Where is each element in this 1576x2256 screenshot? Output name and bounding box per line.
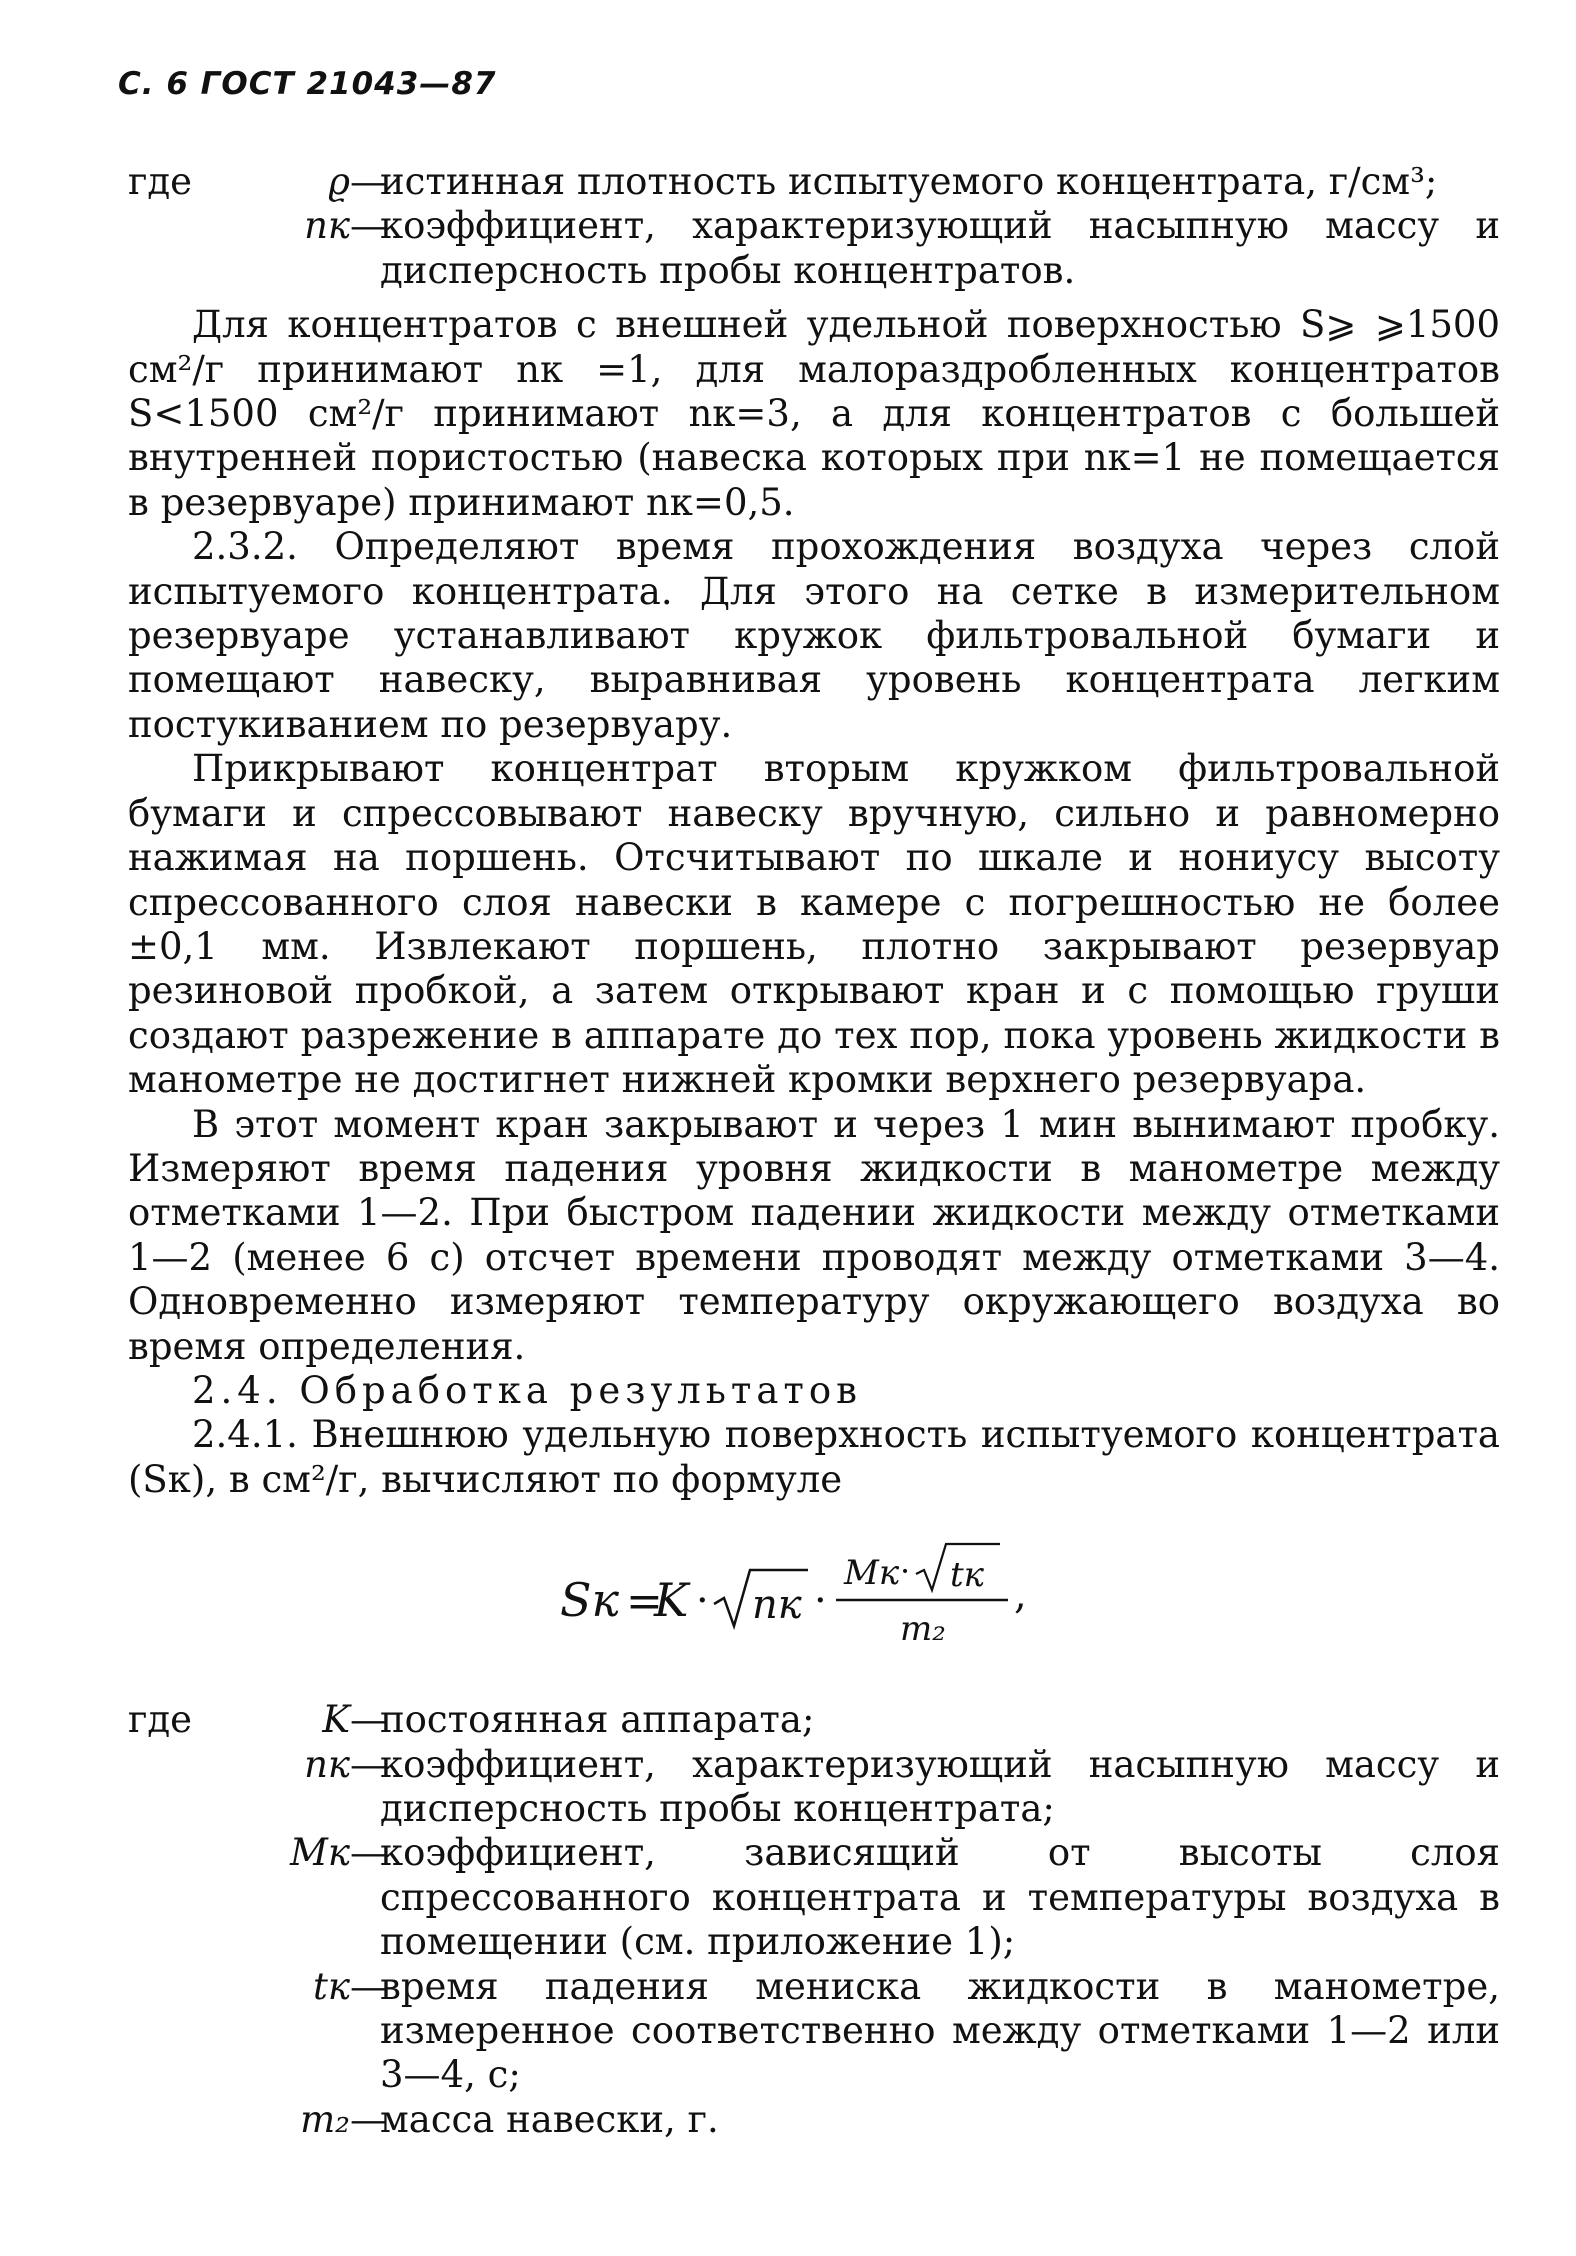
formula-dot-1: · bbox=[696, 1578, 709, 1625]
where-label: где bbox=[128, 160, 193, 203]
definition-dash: — bbox=[350, 204, 387, 248]
formula-dot-3: · bbox=[900, 1552, 911, 1591]
where-spacer bbox=[128, 1831, 238, 1964]
definition-row bbox=[128, 1698, 1500, 1742]
definition-text: время падения мениска жидкости в манометре, измеренное соответственно между отметками 1—2 или 3—4, с; bbox=[380, 1964, 1500, 2097]
formula-numerator-t: tк bbox=[950, 1555, 984, 1596]
definition-row bbox=[128, 1965, 1500, 2098]
formula-comma: , bbox=[1014, 1572, 1027, 1619]
definition-row bbox=[128, 160, 1500, 204]
definition-dash: — bbox=[350, 1742, 387, 1786]
definition-symbol: nк bbox=[304, 204, 350, 248]
formula-denominator: m₂ bbox=[900, 1609, 946, 1650]
definition-text: коэффициент, характеризующий насыпную массу и дисперсность пробы концентратов. bbox=[380, 204, 1500, 292]
definition-text: истинная плотность испытуемого концентрата, г/см³; bbox=[380, 160, 1438, 203]
document-body bbox=[128, 160, 1500, 2142]
definition-symbol: tк bbox=[313, 1964, 350, 2008]
paragraph: В этот момент кран закрывают и через 1 мин вынимают пробку. Измеряют время падения уровня жидкости в манометре между отметками 1—2. При быстром падении жидкости между отметками 1—2 (менее 6 с) отсчет времени проводят между отметками 3—4. Одновременно измеряют температуру окружающего воздуха во время определения. bbox=[128, 1102, 1500, 1368]
definition-text: постоянная аппарата; bbox=[380, 1698, 815, 1742]
definition-row bbox=[128, 2098, 1500, 2142]
definition-row bbox=[128, 1831, 1500, 1964]
definition-symbol: Mк bbox=[290, 1831, 350, 1875]
page-header: С. 6 ГОСТ 21043—87 bbox=[118, 66, 497, 102]
formula-dot-2: · bbox=[814, 1578, 827, 1625]
paragraph: 2.3.2. Определяют время прохождения воздуха через слой испытуемого концентрата. Для этого на сетке в измерительном резервуаре устанавливают кружок фильтровальной бумаги и помещают навеску, выравнивая уровень концентрата легким постукиванием по резервуару. bbox=[128, 525, 1500, 746]
definition-symbol: m₂ bbox=[300, 2097, 350, 2141]
definition-dash: — bbox=[350, 160, 387, 203]
formula-k: K bbox=[654, 1573, 689, 1628]
formula-numerator-m: Mк bbox=[844, 1553, 900, 1594]
section-heading: 2.4. Обработка результатов bbox=[192, 1368, 862, 1412]
where-spacer bbox=[128, 204, 246, 293]
formula-sqrt-n: nк bbox=[752, 1582, 802, 1629]
definition-symbol: K bbox=[322, 1698, 350, 1742]
formula-lhs: Sк bbox=[560, 1573, 619, 1628]
definition-text: коэффициент, характеризующий насыпную массу и дисперсность пробы концентрата; bbox=[380, 1742, 1500, 1830]
definition-symbol: nк bbox=[304, 1742, 350, 1786]
where-label: где bbox=[128, 1698, 193, 1742]
definition-dash: — bbox=[350, 1831, 387, 1875]
formula bbox=[128, 1530, 1500, 1686]
formula-equals: = bbox=[626, 1576, 663, 1628]
definition-row bbox=[128, 1743, 1500, 1832]
formula-graphic bbox=[128, 1530, 1500, 1686]
definition-text: коэффициент, зависящий от высоты слоя спрессованного концентрата и температуры воздуха в помещении (см. приложение 1); bbox=[380, 1831, 1500, 1964]
definition-text: масса навески, г. bbox=[380, 2097, 719, 2141]
paragraph: Прикрывают концентрат вторым кружком фильтровальной бумаги и спрессовывают навеску вручную, сильно и равномерно нажимая на поршень. Отсчитывают по шкале и нониусу высоту спрессованного слоя навески в камере с погрешностью не более ±0,1 мм. Извлекают поршень, плотно закрывают резервуар резиновой пробкой, а затем открывают кран и с помощью груши создают разрежение в аппарате до тех пор, пока уровень жидкости в манометре не достигнет нижней кромки верхнего резервуара. bbox=[128, 747, 1500, 1102]
definition-dash: — bbox=[350, 1964, 387, 2008]
definition-symbol: ϱ bbox=[328, 160, 350, 203]
paragraph: 2.4.1. Внешнюю удельную поверхность испытуемого концентрата (Sк), в см²/г, вычисляют по формуле bbox=[128, 1413, 1500, 1501]
paragraph: Для концентратов с внешней удельной поверхностью S⩾ ⩾1500 см²/г принимают nк =1, для малораздробленных концентратов S<1500 см²/г принимают nк=3, а для концентратов с большей внутренней пористостью (навеска которых при nк=1 не помещается в резервуаре) принимают nк=0,5. bbox=[128, 303, 1500, 524]
where-spacer bbox=[128, 2098, 238, 2142]
where-spacer bbox=[128, 1965, 238, 2098]
definition-row bbox=[128, 204, 1500, 293]
definition-dash: — bbox=[350, 1698, 387, 1742]
definition-dash: — bbox=[350, 2097, 387, 2141]
where-spacer bbox=[128, 1743, 238, 1832]
